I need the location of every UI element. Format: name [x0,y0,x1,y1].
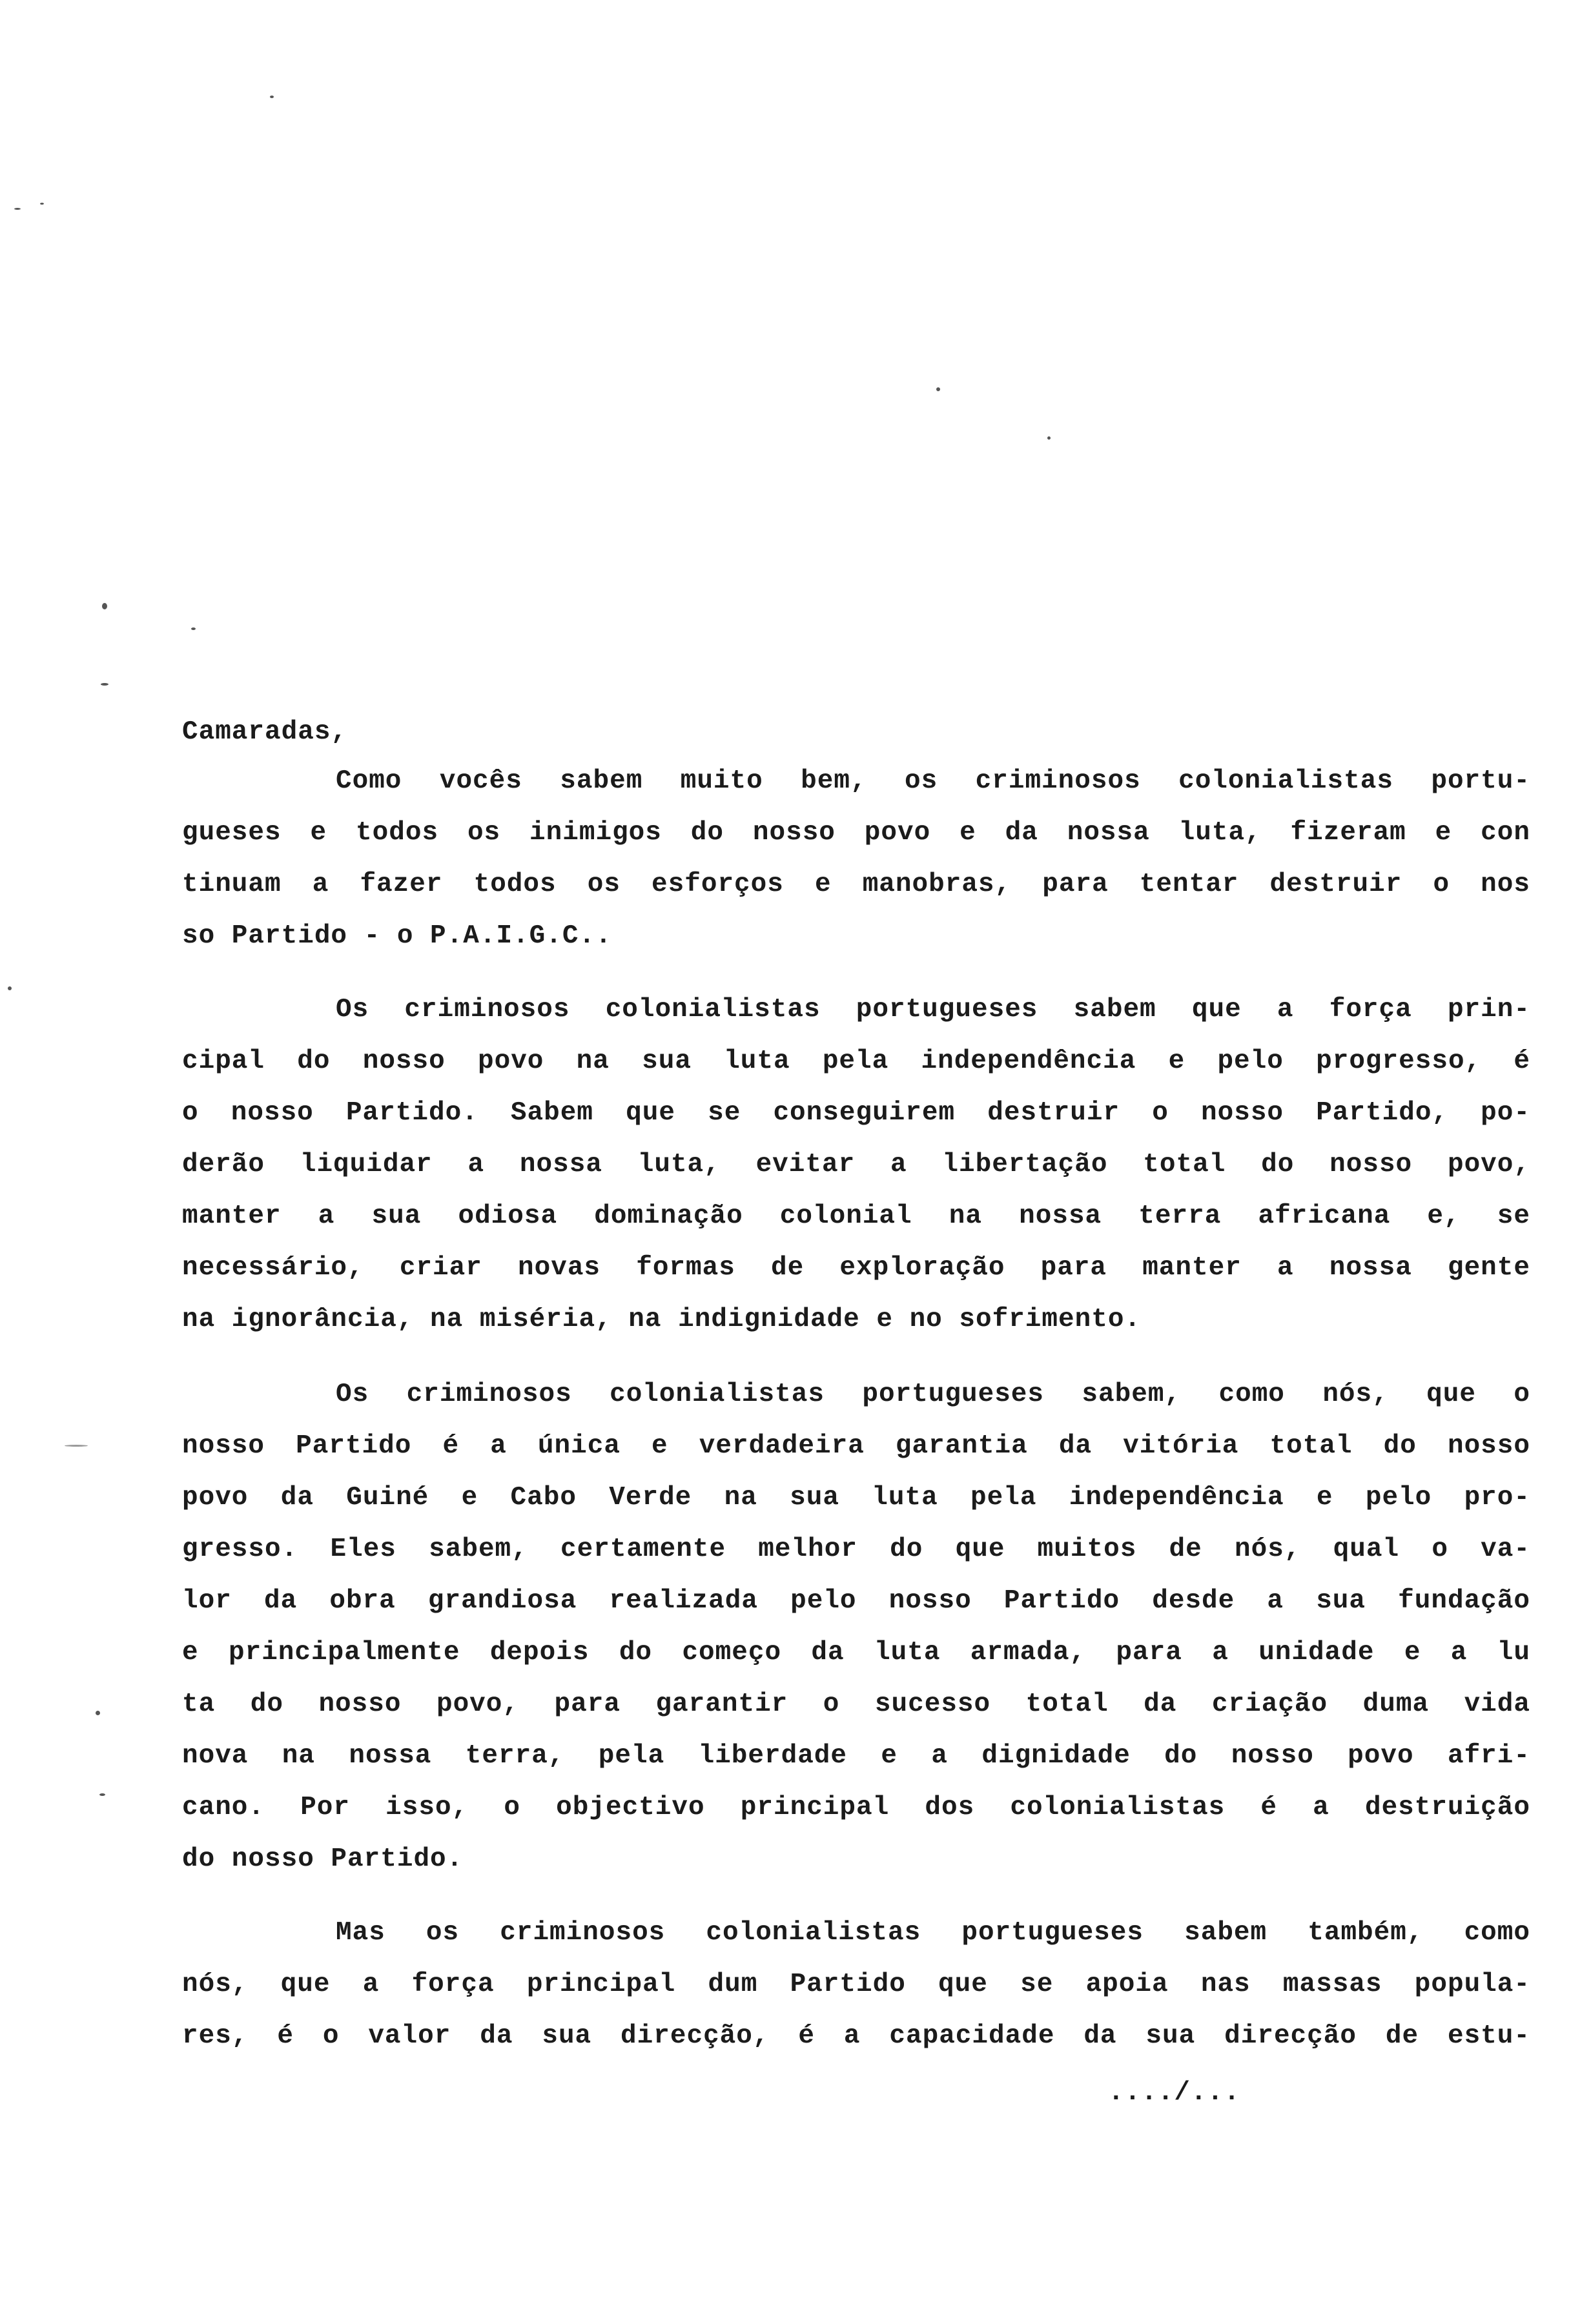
paragraph-2-line: necessário, criar novas formas de exploração para manter a nossa gente [182,1253,1530,1283]
paragraph-2-line: na ignorância, na miséria, na indignidade e no sofrimento. [182,1305,1142,1334]
paragraph-3-line: ta do nosso povo, para garantir o sucesso total da criação duma vida [182,1689,1530,1719]
paragraph-2-line: o nosso Partido. Sabem que se conseguirem destruir o nosso Partido, po- [182,1098,1530,1128]
scan-speck [96,1711,100,1715]
scan-speck [65,1445,88,1447]
paragraph-3-line: povo da Guiné e Cabo Verde na sua luta pela independência e pelo pro- [182,1483,1530,1513]
paragraph-1-line: tinuam a fazer todos os esforços e manobras, para tentar destruir o nos [182,870,1530,899]
paragraph-1-line: Como vocês sabem muito bem, os criminosos colonialistas portu- [336,766,1530,796]
paragraph-4-line: res, é o valor da sua direcção, é a capacidade da sua direcção de estu- [182,2021,1530,2051]
scan-speck [270,96,274,98]
scan-speck [8,986,12,990]
scan-speck [40,203,44,205]
paragraph-3-line: gresso. Eles sabem, certamente melhor do que muitos de nós, qual o va- [182,1534,1530,1564]
paragraph-4-line: nós, que a força principal dum Partido que se apoia nas massas popula- [182,1970,1530,1999]
paragraph-3-line: lor da obra grandiosa realizada pelo nosso Partido desde a sua fundação [182,1586,1530,1616]
paragraph-3-line: e principalmente depois do começo da luta armada, para a unidade e a lu [182,1638,1530,1667]
paragraph-2-line: Os criminosos colonialistas portugueses sabem que a força prin- [336,995,1530,1024]
scan-speck [14,208,21,210]
paragraph-3-line: cano. Por isso, o objectivo principal dos colonialistas é a destruição [182,1793,1530,1822]
scan-speck [101,683,108,686]
continuation-mark: ..../... [1108,2078,1240,2108]
paragraph-2-line: cipal do nosso povo na sua luta pela independência e pelo progresso, é [182,1046,1530,1076]
paragraph-3-line: Os criminosos colonialistas portugueses sabem, como nós, que o [336,1380,1530,1409]
scan-speck [936,387,940,391]
paragraph-1-line: gueses e todos os inimigos do nosso povo e da nossa luta, fizeram e con [182,818,1530,848]
paragraph-2-line: manter a sua odiosa dominação colonial na nossa terra africana e, se [182,1201,1530,1231]
paragraph-2-line: derão liquidar a nossa luta, evitar a libertação total do nosso povo, [182,1150,1530,1179]
paragraph-3-line: nova na nossa terra, pela liberdade e a dignidade do nosso povo afri- [182,1741,1530,1771]
paragraph-3-line: do nosso Partido. [182,1844,464,1874]
scan-speck [1047,436,1051,440]
paragraph-1-line: so Partido - o P.A.I.G.C.. [182,921,612,951]
scan-speck [191,627,196,630]
scan-speck [99,1793,105,1796]
paragraph-3-line: nosso Partido é a única e verdadeira garantia da vitória total do nosso [182,1431,1530,1461]
paragraph-4-line: Mas os criminosos colonialistas portugueses sabem também, como [336,1918,1530,1948]
scan-speck [102,603,107,609]
salutation: Camaradas, [182,717,348,747]
